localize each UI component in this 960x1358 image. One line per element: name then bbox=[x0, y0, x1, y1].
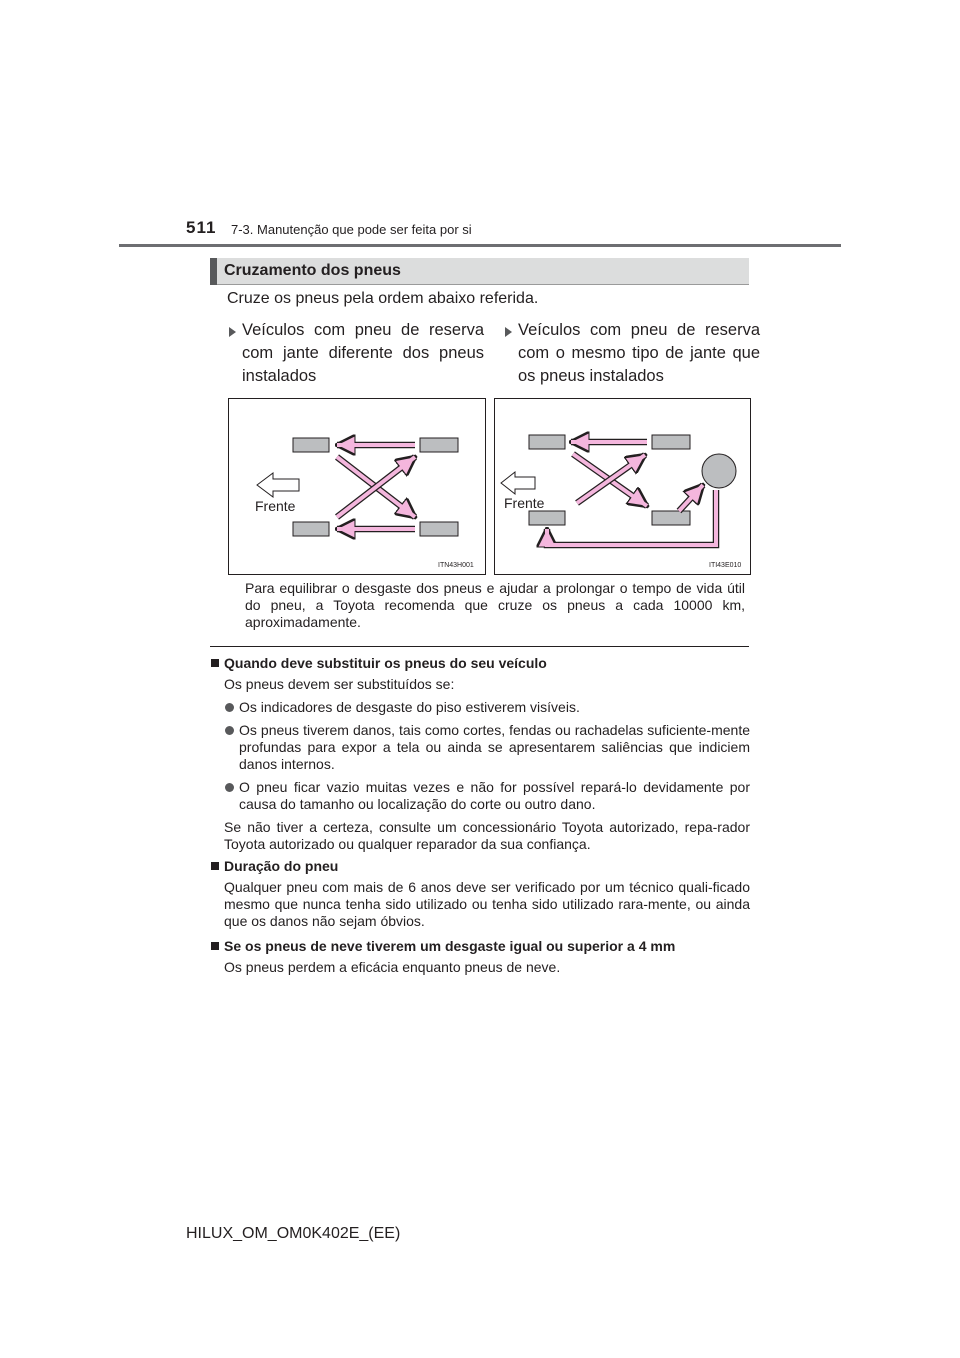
round-bullet-icon bbox=[225, 783, 234, 792]
section-header-bar bbox=[210, 258, 217, 285]
front-label: Frente bbox=[255, 498, 296, 514]
tire-front-left-icon bbox=[529, 435, 565, 449]
list-item: Os pneus tiverem danos, tais como cortes, fendas ou rachadelas suficiente-mente profundas para expor a tela ou ainda se apresentarem saliências que indiciem danos internos. bbox=[210, 722, 750, 773]
tire-rear-right-icon bbox=[420, 522, 458, 536]
rotation-diagram-right bbox=[494, 398, 751, 575]
note-life bbox=[210, 858, 750, 930]
figure-caption: Para equilibrar o desgaste dos pneus e ajudar a prolongar o tempo de vida útil do pneu, a Toyota recomenda que cruze os pneus a cada 10000 km, aproximadamente. bbox=[245, 580, 745, 630]
round-bullet-icon bbox=[225, 726, 234, 735]
intro-text: Cruze os pneus pela ordem abaixo referida. bbox=[227, 290, 539, 307]
option-right bbox=[505, 319, 760, 388]
section-title: Cruzamento dos pneus bbox=[224, 262, 401, 279]
rotation-arrow-icon bbox=[337, 445, 415, 529]
note-replace bbox=[210, 655, 750, 853]
list-item: Os indicadores de desgaste do piso estiverem visíveis. bbox=[210, 699, 750, 716]
note-lead: Os pneus devem ser substituídos se: bbox=[224, 676, 455, 692]
tire-rear-left-icon bbox=[420, 438, 458, 452]
figure-code: ITI43E010 bbox=[709, 562, 742, 569]
front-arrow-icon bbox=[501, 472, 535, 494]
list-item: O pneu ficar vazio muitas vezes e não for possível repará-lo devidamente por causa do tamanho ou localização do corte ou outro dano. bbox=[210, 779, 750, 813]
round-bullet-icon bbox=[225, 703, 234, 712]
tire-front-right-icon bbox=[529, 511, 565, 525]
option-right-text: Veículos com pneu de reserva com o mesmo tipo de jante que os pneus instalados bbox=[518, 321, 760, 385]
note-heading: Quando deve substituir os pneus do seu veículo bbox=[210, 655, 750, 672]
front-label: Frente bbox=[504, 495, 545, 511]
header-rule bbox=[119, 244, 841, 247]
page-number: 511 bbox=[186, 218, 217, 237]
tire-rear-right-icon bbox=[652, 511, 690, 525]
option-left-text: Veículos com pneu de reserva com jante diferente dos pneus instalados bbox=[242, 321, 484, 385]
document-code: HILUX_OM_OM0K402E_(EE) bbox=[186, 1225, 401, 1242]
note-text: Qualquer pneu com mais de 6 anos deve ser verificado por um técnico quali-ficado mesmo que nunca tenha sido utilizado ou tenha sido utilizado rara-mente, ou ainda que os danos não sejam óbvios. bbox=[224, 879, 750, 929]
option-left bbox=[229, 319, 484, 388]
front-arrow-icon bbox=[257, 473, 299, 497]
triangle-bullet-icon bbox=[229, 327, 236, 337]
square-bullet-icon bbox=[211, 862, 219, 870]
spare-tire-icon bbox=[702, 454, 736, 488]
section-header bbox=[210, 258, 749, 285]
note-heading: Se os pneus de neve tiverem um desgaste igual ou superior a 4 mm bbox=[210, 938, 750, 955]
tire-front-left-icon bbox=[293, 438, 329, 452]
figure-code: ITN43H001 bbox=[438, 562, 474, 569]
note-heading: Duração do pneu bbox=[210, 858, 750, 875]
rotation-arrow-icon bbox=[547, 442, 716, 545]
note-text: Os pneus perdem a eficácia enquanto pneus de neve. bbox=[224, 959, 561, 975]
square-bullet-icon bbox=[211, 942, 219, 950]
note-advice: Se não tiver a certeza, consulte um concessionário Toyota autorizado, repa-rador Toyota autorizado ou qualquer reparador da sua confiança. bbox=[224, 819, 750, 852]
section-divider bbox=[210, 646, 749, 647]
rotation-diagram-left bbox=[228, 398, 486, 575]
tire-front-right-icon bbox=[293, 522, 329, 536]
square-bullet-icon bbox=[211, 659, 219, 667]
section-path: 7-3. Manutenção que pode ser feita por si bbox=[231, 222, 472, 237]
tire-rear-left-icon bbox=[652, 435, 690, 449]
note-snow bbox=[210, 938, 750, 976]
triangle-bullet-icon bbox=[505, 327, 512, 337]
